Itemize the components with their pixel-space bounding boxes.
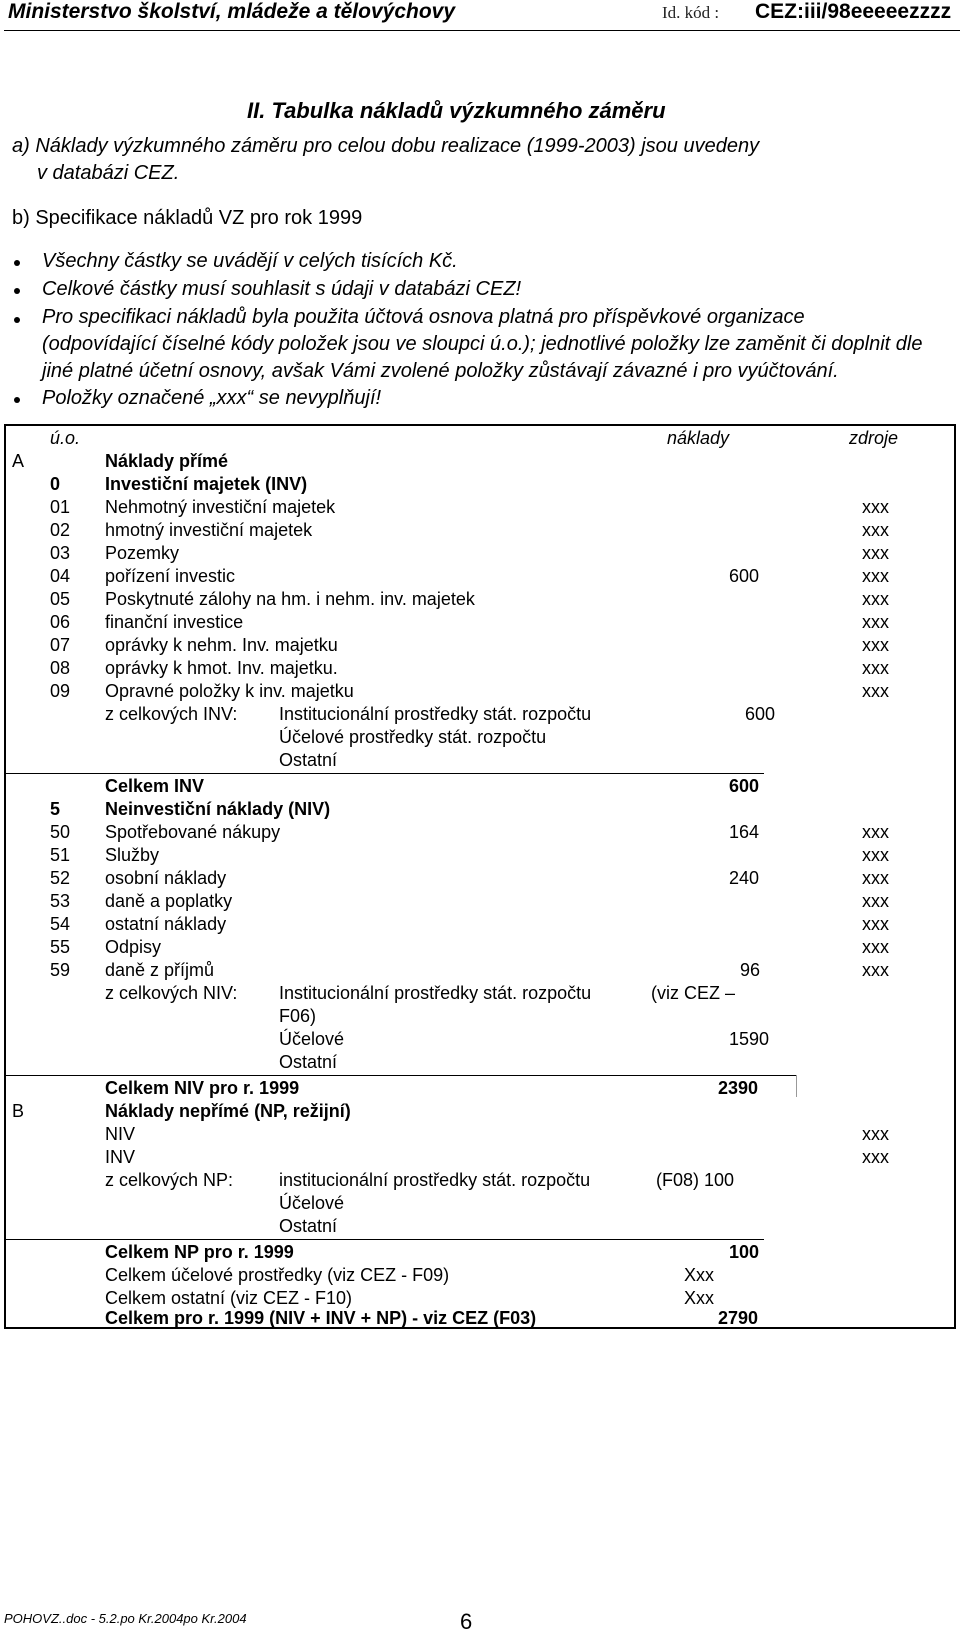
niv-row-naklady: 96 — [740, 960, 761, 980]
ost-total-value: Xxx — [684, 1288, 715, 1308]
np-total-label: Celkem NP pro r. 1999 — [105, 1242, 294, 1262]
niv-row-label: Služby — [105, 845, 160, 865]
inv-group-label: Investiční majetek (INV) — [105, 474, 308, 494]
niv-row-zdroje: xxx — [862, 822, 889, 842]
footer-filename: POHOVZ..doc - 5.2.po Kr.2004po Kr.2004 — [4, 1611, 247, 1626]
np-row-label: INV — [105, 1147, 136, 1167]
inv-row-zdroje: xxx — [862, 658, 889, 678]
inv-row-label: finanční investice — [105, 612, 244, 632]
inv-row-code: 06 — [50, 612, 71, 632]
footer-page-number: 6 — [460, 1609, 473, 1634]
inv-row-label: Opravné položky k inv. majetku — [105, 681, 354, 701]
inv-row-label: oprávky k nehm. Inv. majetku — [105, 635, 338, 655]
section-b-label: Náklady nepřímé (NP, režijní) — [105, 1101, 351, 1121]
niv-breakdown-prefix: z celkových NIV: — [105, 983, 238, 1003]
inv-breakdown-ostatni: Ostatní — [279, 750, 338, 770]
inv-row-naklady: 600 — [729, 566, 760, 586]
inv-row-code: 08 — [50, 658, 71, 678]
niv-row-zdroje: xxx — [862, 914, 889, 934]
niv-total-label: Celkem NIV pro r. 1999 — [105, 1078, 300, 1098]
inv-row-zdroje: xxx — [862, 612, 889, 632]
niv-row-code: 51 — [50, 845, 71, 865]
ost-total-label: Celkem ostatní (viz CEZ - F10) — [105, 1288, 353, 1308]
table-cell-edge — [796, 1075, 797, 1097]
table-divider — [6, 1075, 796, 1076]
ucel-total-label: Celkem účelové prostředky (viz CEZ - F09) — [105, 1265, 450, 1285]
inv-total-label: Celkem INV — [105, 776, 205, 796]
inv-row-zdroje: xxx — [862, 497, 889, 517]
np-total-value: 100 — [729, 1242, 760, 1262]
niv-row-code: 59 — [50, 960, 71, 980]
niv-group-label: Neinvestiční náklady (NIV) — [105, 799, 331, 819]
bullet-text-1: Všechny částky se uvádějí v celých tisících Kč. — [42, 250, 458, 272]
niv-breakdown-ostatni: Ostatní — [279, 1052, 338, 1072]
inv-row-code: 03 — [50, 543, 71, 563]
np-row-zdroje: xxx — [862, 1124, 889, 1144]
niv-row-label: Spotřebované nákupy — [105, 822, 281, 842]
intro-a-line1: a) Náklady výzkumného záměru pro celou dobu realizace (1999-2003) jsou uvedeny — [12, 135, 760, 157]
bullet-text-3: Pro specifikaci nákladů byla použita účtová osnova platná pro příspěvkové organizace — [42, 306, 805, 328]
niv-breakdown-ucel-value: 1590 — [729, 1029, 770, 1049]
inv-row-zdroje: xxx — [862, 520, 889, 540]
section-title: II. Tabulka nákladů výzkumného záměru — [247, 98, 666, 123]
inv-row-code: 09 — [50, 681, 71, 701]
niv-breakdown-inst: Institucionální prostředky stát. rozpočtu — [279, 983, 592, 1003]
niv-row-label: ostatní náklady — [105, 914, 227, 934]
col-header-naklady: náklady — [667, 428, 730, 448]
bullet-icon — [14, 317, 20, 323]
inv-row-code: 02 — [50, 520, 71, 540]
section-b-letter: B — [12, 1101, 25, 1121]
header-ministry: Ministerstvo školství, mládeže a tělovýchovy — [8, 0, 456, 23]
niv-row-label: osobní náklady — [105, 868, 227, 888]
niv-row-code: 54 — [50, 914, 71, 934]
intro-b-line: b) Specifikace nákladů VZ pro rok 1999 — [12, 207, 363, 229]
bullet-icon — [14, 397, 20, 403]
np-breakdown-inst-note: (F08) 100 — [656, 1170, 735, 1190]
bullet-icon — [14, 260, 20, 266]
bullet-text-3b: (odpovídající číselné kódy položek jsou ve sloupci ú.o.); jednotlivé položky lze zaměnit či doplnit dle — [42, 333, 923, 355]
table-divider — [6, 773, 764, 774]
inv-total-value: 600 — [729, 776, 760, 796]
header-divider — [4, 30, 960, 31]
niv-row-code: 50 — [50, 822, 71, 842]
niv-row-naklady: 240 — [729, 868, 760, 888]
inv-breakdown-inst-value: 600 — [745, 704, 776, 724]
section-a-label: Náklady přímé — [105, 451, 229, 471]
niv-row-zdroje: xxx — [862, 845, 889, 865]
inv-breakdown-inst: Institucionální prostředky stát. rozpočtu — [279, 704, 592, 724]
niv-row-code: 53 — [50, 891, 71, 911]
np-breakdown-prefix: z celkových NP: — [105, 1170, 234, 1190]
bullet-text-2: Celkové částky musí souhlasit s údaji v databázi CEZ! — [42, 278, 522, 300]
inv-row-zdroje: xxx — [862, 635, 889, 655]
header-id-label: Id. kód : — [662, 3, 720, 22]
inv-breakdown-prefix: z celkových INV: — [105, 704, 238, 724]
inv-row-label: oprávky k hmot. Inv. majetku. — [105, 658, 338, 678]
niv-row-zdroje: xxx — [862, 960, 889, 980]
inv-row-zdroje: xxx — [862, 543, 889, 563]
table-divider — [6, 1239, 764, 1240]
np-row-zdroje: xxx — [862, 1147, 889, 1167]
inv-row-label: Pozemky — [105, 543, 180, 563]
np-breakdown-ucel: Účelové — [279, 1193, 345, 1213]
np-row-label: NIV — [105, 1124, 136, 1144]
niv-breakdown-inst-note: (viz CEZ – — [651, 983, 736, 1003]
header-id-code: CEZ:iii/98eeeeezzzz — [755, 0, 952, 23]
niv-row-code: 55 — [50, 937, 71, 957]
section-a-letter: A — [12, 451, 25, 471]
inv-row-zdroje: xxx — [862, 681, 889, 701]
inv-row-code: 01 — [50, 497, 71, 517]
col-header-zdroje: zdroje — [849, 428, 899, 448]
bullet-icon — [14, 288, 20, 294]
niv-breakdown-inst-note2: F06) — [279, 1006, 317, 1026]
ucel-total-value: Xxx — [684, 1265, 715, 1285]
niv-row-zdroje: xxx — [862, 891, 889, 911]
niv-row-label: daně z příjmů — [105, 960, 215, 980]
inv-row-code: 07 — [50, 635, 71, 655]
inv-row-zdroje: xxx — [862, 589, 889, 609]
inv-row-label: Poskytnuté zálohy na hm. i nehm. inv. majetek — [105, 589, 475, 609]
niv-breakdown-ucel: Účelové — [279, 1029, 345, 1049]
np-breakdown-ostatni: Ostatní — [279, 1216, 338, 1236]
niv-row-naklady: 164 — [729, 822, 760, 842]
niv-row-zdroje: xxx — [862, 868, 889, 888]
intro-a-line2: v databázi CEZ. — [37, 162, 180, 184]
inv-row-code: 04 — [50, 566, 71, 586]
niv-row-label: daně a poplatky — [105, 891, 233, 911]
inv-group-code: 0 — [50, 474, 61, 494]
inv-row-zdroje: xxx — [862, 566, 889, 586]
bullet-text-3c: jiné platné účetní osnovy, avšak Vámi zvolené položky zůstávají závazné i pro vyúčtování. — [42, 360, 839, 382]
inv-breakdown-ucel: Účelové prostředky stát. rozpočtu — [279, 727, 547, 747]
inv-row-code: 05 — [50, 589, 71, 609]
bullet-text-4: Položky označené „xxx“ se nevyplňují! — [42, 387, 382, 409]
np-breakdown-inst: institucionální prostředky stát. rozpočtu — [279, 1170, 591, 1190]
col-header-uo: ú.o. — [50, 428, 81, 448]
niv-row-zdroje: xxx — [862, 937, 889, 957]
niv-group-code: 5 — [50, 799, 61, 819]
inv-row-label: pořízení investic — [105, 566, 236, 586]
niv-row-code: 52 — [50, 868, 71, 888]
inv-row-label: hmotný investiční majetek — [105, 520, 313, 540]
niv-total-value: 2390 — [718, 1078, 759, 1098]
grand-total-value: 2790 — [718, 1308, 759, 1328]
niv-row-label: Odpisy — [105, 937, 162, 957]
inv-row-label: Nehmotný investiční majetek — [105, 497, 336, 517]
grand-total-label: Celkem pro r. 1999 (NIV + INV + NP) - viz CEZ (F03) — [105, 1308, 537, 1328]
